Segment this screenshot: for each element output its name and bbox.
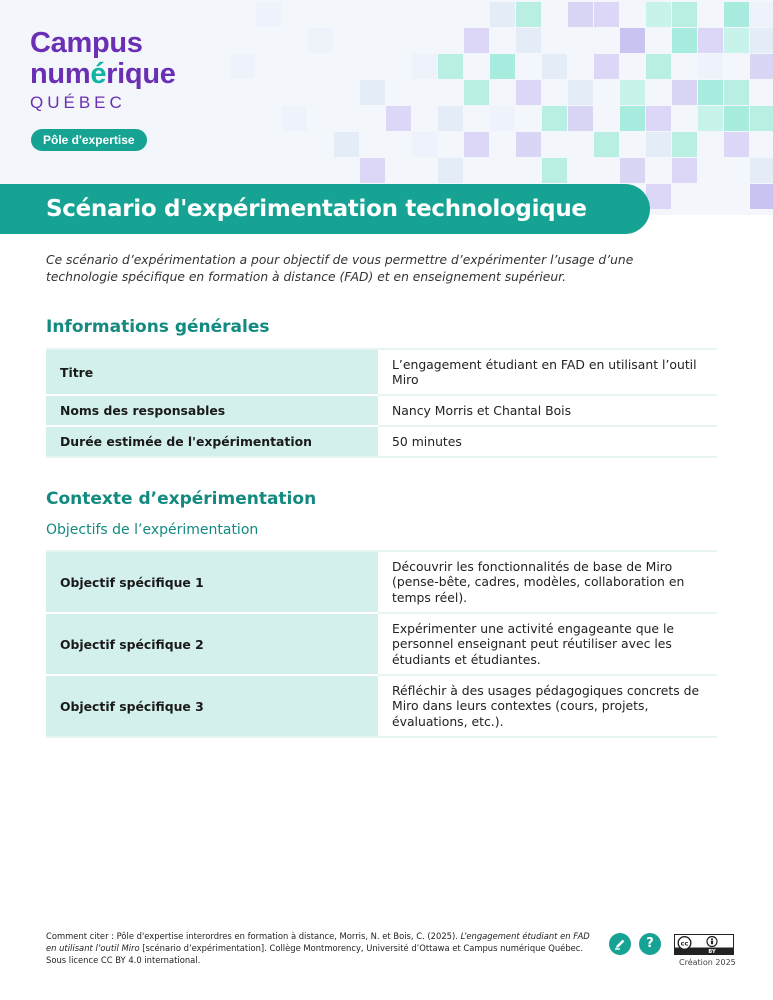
mosaic-square [542, 54, 567, 79]
cc-by-license-badge[interactable] [674, 934, 734, 955]
table-row [46, 551, 717, 613]
campus-numerique-logo [30, 28, 176, 113]
pole-expertise-badge: Pôle d'expertise [31, 129, 147, 151]
citation-title: L’engagement étudiant en FAD en utilisant l’outil Miro [46, 931, 590, 953]
mosaic-square [412, 132, 437, 157]
mosaic-square [750, 106, 773, 131]
row-value: Découvrir les fonctionnalités de base de Miro (pense-bête, cadres, modèles, collaboration en temps réel). [378, 551, 717, 613]
mosaic-square [386, 106, 411, 131]
table-row [46, 395, 717, 426]
logo-line-campus: Campus [30, 27, 143, 59]
page-title: Scénario d'expérimentation technologique [46, 196, 587, 222]
help-glyph: ? [646, 936, 654, 951]
mosaic-square [568, 106, 593, 131]
title-banner [0, 184, 650, 234]
mosaic-square [620, 28, 645, 53]
logo-numerique-accent: é [90, 58, 107, 90]
mosaic-square [438, 54, 463, 79]
mosaic-square [750, 184, 773, 209]
row-value: L’engagement étudiant en FAD en utilisant l’outil Miro [378, 349, 717, 395]
mosaic-square [516, 80, 541, 105]
intro-paragraph: Ce scénario d’expérimentation a pour objectif de vous permettre d’expérimenter l’usage d’une technologie spécifique en formation à distance (FAD) et en enseignement supérieur. [46, 253, 634, 284]
mosaic-square [672, 132, 697, 157]
subheading-objectifs: Objectifs de l’expérimentation [46, 522, 259, 538]
mosaic-square [646, 54, 671, 79]
row-label: Titre [46, 349, 378, 395]
mosaic-square [698, 54, 723, 79]
mosaic-square [594, 132, 619, 157]
table-row [46, 613, 717, 675]
mosaic-square [620, 106, 645, 131]
mosaic-square [334, 132, 359, 157]
mosaic-square [230, 54, 255, 79]
table-row [46, 349, 717, 395]
mosaic-square [438, 158, 463, 183]
mosaic-square [490, 54, 515, 79]
row-value: Expérimenter une activité engageante que le personnel enseignant peut réutiliser avec les étudiants et étudiantes. [378, 613, 717, 675]
mosaic-square [516, 132, 541, 157]
mosaic-square [724, 106, 749, 131]
mosaic-square [750, 158, 773, 183]
mosaic-square [698, 28, 723, 53]
mosaic-square [282, 106, 307, 131]
logo-numerique-b: rique [106, 58, 176, 90]
general-info-table [46, 348, 717, 458]
mosaic-square [360, 158, 385, 183]
mosaic-square [516, 28, 541, 53]
mosaic-square [568, 80, 593, 105]
mosaic-square [698, 106, 723, 131]
section-heading-contexte: Contexte d’expérimentation [46, 489, 317, 509]
help-icon[interactable] [639, 933, 661, 955]
row-value: 50 minutes [378, 426, 717, 457]
mosaic-square [464, 132, 489, 157]
mosaic-square [646, 106, 671, 131]
mosaic-square [672, 28, 697, 53]
row-label: Objectif spécifique 3 [46, 675, 378, 737]
mosaic-square [490, 2, 515, 27]
section-heading-informations: Informations générales [46, 317, 270, 337]
mosaic-square [724, 132, 749, 157]
citation-footer [46, 930, 601, 966]
mosaic-square [256, 2, 281, 27]
logo-numerique-a: num [30, 58, 91, 90]
row-label: Noms des responsables [46, 395, 378, 426]
mosaic-square [646, 2, 671, 27]
mosaic-square [568, 2, 593, 27]
mosaic-square [490, 106, 515, 131]
mosaic-square [542, 158, 567, 183]
by-text: BY [708, 948, 716, 954]
mosaic-square [698, 80, 723, 105]
logo-line-quebec: QUÉBEC [30, 93, 126, 112]
creation-year: Création 2025 [679, 958, 736, 967]
mosaic-square [646, 132, 671, 157]
row-label: Durée estimée de l'expérimentation [46, 426, 378, 457]
mosaic-square [724, 2, 749, 27]
mosaic-square [750, 2, 773, 27]
logo-line-numerique [30, 59, 176, 90]
mosaic-square [620, 158, 645, 183]
table-row [46, 675, 717, 737]
mosaic-square [620, 80, 645, 105]
mosaic-square [750, 54, 773, 79]
mosaic-square [464, 28, 489, 53]
citation-part-b: [scénario d’expérimentation]. Collège Montmorency, Université d’Ottawa et Campus numérique Québec. Sous licence CC BY 4.0 international. [46, 943, 584, 965]
mosaic-square [464, 80, 489, 105]
mosaic-square [360, 80, 385, 105]
mosaic-square [542, 106, 567, 131]
mosaic-square [724, 28, 749, 53]
mosaic-square [308, 28, 333, 53]
cc-text: cc [680, 939, 689, 948]
cc-by-graphic [675, 935, 733, 954]
mosaic-square [750, 28, 773, 53]
mosaic-square [594, 54, 619, 79]
citation-part-a: Comment citer : Pôle d'expertise interordres en formation à distance, Morris, N. et Bois, C. (2025). [46, 931, 461, 941]
mosaic-square [438, 106, 463, 131]
pencil-icon[interactable] [609, 933, 631, 955]
row-value: Réfléchir à des usages pédagogiques concrets de Miro dans leurs contextes (cours, projets, évaluations, etc.). [378, 675, 717, 737]
pencil-glyph [609, 933, 631, 955]
mosaic-square [412, 54, 437, 79]
mosaic-square [672, 2, 697, 27]
row-label: Objectif spécifique 2 [46, 613, 378, 675]
mosaic-square [594, 2, 619, 27]
row-value: Nancy Morris et Chantal Bois [378, 395, 717, 426]
mosaic-square [516, 2, 541, 27]
objectives-table [46, 550, 717, 738]
mosaic-square [672, 80, 697, 105]
mosaic-square [672, 158, 697, 183]
mosaic-square [724, 80, 749, 105]
table-row [46, 426, 717, 457]
row-label: Objectif spécifique 1 [46, 551, 378, 613]
